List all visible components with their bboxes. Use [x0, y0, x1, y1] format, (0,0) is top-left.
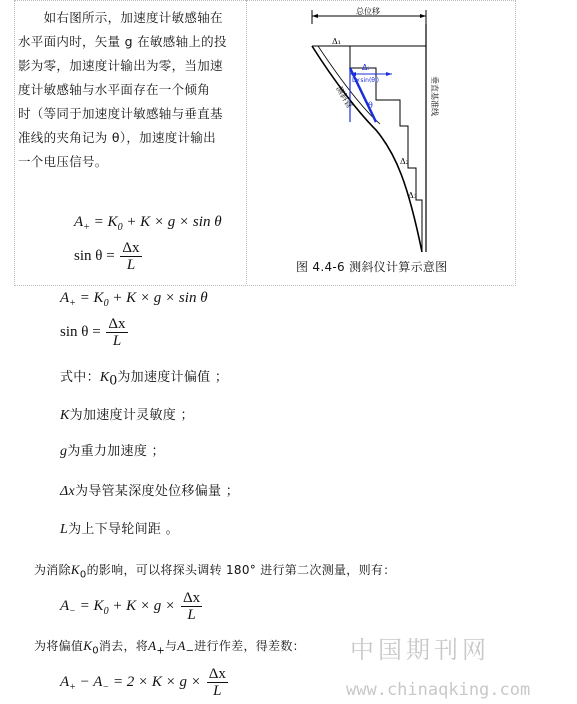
watermark-url: www.chinaqking.com	[346, 680, 531, 700]
definition-k0: 式中：$K_0$为加速度计偏值 ；	[60, 370, 229, 389]
intro-paragraph	[18, 6, 246, 174]
delta-i-label: Δᵢ	[362, 63, 369, 72]
formula-1: $A_+ = K_0 + K \times g \times \sin \theta$	[60, 290, 208, 309]
para-line: 度计敏感轴与水平面存在一个倾角	[18, 82, 211, 97]
para-line: 时（等同于加速度计敏感轴与垂直基	[18, 106, 223, 121]
table-formula-1: $A_+ = K_0 + K \times g \times \sin \theta$	[74, 214, 222, 233]
sentence-2: 为将偏值$K_0$消去，将$A_+$与$A_-$进行作差，得差数：	[34, 638, 305, 657]
tube-label: 测斜管	[334, 84, 355, 110]
delta-sub-label: L×sin(θi)	[352, 77, 379, 84]
formula-3: $A_- = K_0 + K \times g$ × $\frac{\Delta x}{L}$	[60, 590, 201, 623]
definition-l: L为上下导轮间距 。	[60, 522, 179, 537]
formula-4: $A_+ - A_- = 2 \times K \times g$ × $\frac{\Delta x}{L}$	[60, 666, 226, 699]
table-divider	[246, 0, 248, 284]
top-label: 总位移	[356, 7, 380, 16]
sentence-1: 为消除$K_0$的影响，可以将探头调转 180° 进行第二次测量，则有：	[34, 562, 396, 581]
para-line: 一个电压信号。	[18, 154, 108, 169]
theta-label: θ	[368, 101, 373, 110]
step-label: Δ₂	[400, 157, 409, 166]
definition-dx: Δx为导管某深度处位移偏量 ；	[60, 484, 240, 499]
watermark-cn: 中国期刊网	[350, 636, 490, 664]
definition-g: g为重力加速度 ；	[60, 444, 165, 459]
para-line: 如右图所示，加速度计敏感轴在	[18, 10, 223, 25]
step-label: Δ₃	[408, 191, 417, 200]
figure-caption: 图 4.4-6 测斜仪计算示意图	[296, 260, 448, 274]
para-line: 准线的夹角记为 θ），加速度计输出	[18, 130, 216, 145]
para-line: 水平面内时，矢量 g 在敏感轴上的投	[18, 34, 227, 49]
definition-k: K为加速度计灵敏度 ；	[60, 408, 194, 423]
step-label: Δ₁	[332, 37, 341, 46]
formula-2: sin θ = $\frac{\Delta x}{L}$	[60, 316, 126, 349]
vertical-label: 垂直基准线	[430, 76, 439, 116]
para-line: 影为零，加速度计输出为零，当加速	[18, 58, 223, 73]
inclinometer-diagram	[296, 4, 446, 256]
table-formula-2: sin θ = $\frac{\Delta x}{L}$	[74, 240, 140, 273]
